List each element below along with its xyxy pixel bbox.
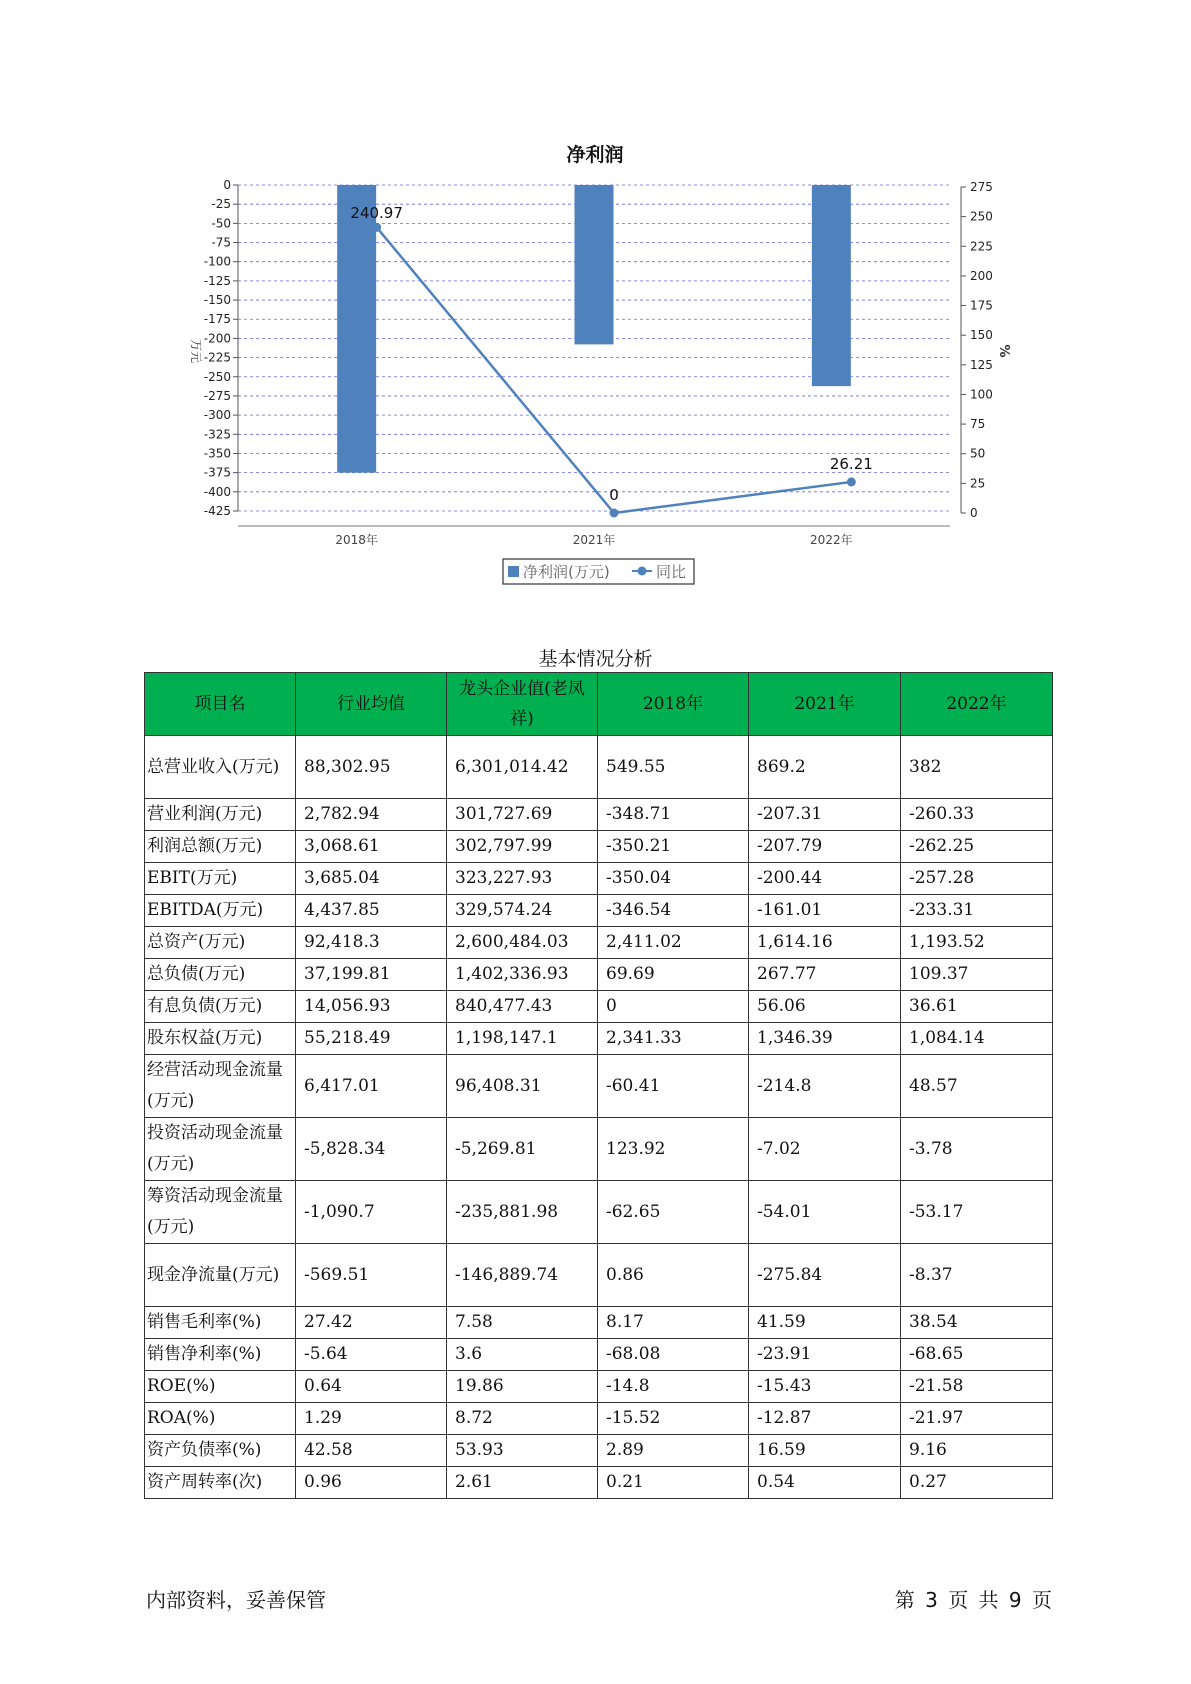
row-value: 36.61 bbox=[901, 991, 1053, 1023]
row-value: 42.58 bbox=[296, 1435, 447, 1467]
row-value: -5,828.34 bbox=[296, 1118, 447, 1181]
row-value: -350.04 bbox=[598, 863, 749, 895]
row-value: 2,411.02 bbox=[598, 927, 749, 959]
row-value: 302,797.99 bbox=[447, 831, 598, 863]
yoy-line bbox=[377, 227, 852, 513]
chart-title: 净利润 bbox=[566, 144, 624, 166]
y-right-tick-label: 0 bbox=[970, 506, 978, 520]
table-row bbox=[145, 1435, 1053, 1467]
table-row bbox=[145, 831, 1053, 863]
row-value: -257.28 bbox=[901, 863, 1053, 895]
row-label: 总资产(万元) bbox=[145, 927, 296, 959]
row-label: 筹资活动现金流量(万元) bbox=[145, 1181, 296, 1244]
row-label: 总负债(万元) bbox=[145, 959, 296, 991]
row-value: 869.2 bbox=[749, 736, 901, 799]
row-label: ROE(%) bbox=[145, 1371, 296, 1403]
table-row bbox=[145, 991, 1053, 1023]
bar bbox=[812, 185, 851, 386]
table-row bbox=[145, 927, 1053, 959]
row-value: -348.71 bbox=[598, 799, 749, 831]
yoy-data-label: 240.97 bbox=[350, 204, 403, 222]
row-value: 2,341.33 bbox=[598, 1023, 749, 1055]
row-value: -346.54 bbox=[598, 895, 749, 927]
y-left-tick-label: -400 bbox=[203, 484, 231, 499]
y-right-tick-label: 200 bbox=[970, 268, 993, 283]
x-tick-label: 2021年 bbox=[572, 533, 616, 547]
row-value: 9.16 bbox=[901, 1435, 1053, 1467]
row-value: 55,218.49 bbox=[296, 1023, 447, 1055]
y-right-tick-label: 75 bbox=[970, 417, 986, 432]
row-label: EBIT(万元) bbox=[145, 863, 296, 895]
bar bbox=[575, 185, 614, 344]
row-label: 销售毛利率(%) bbox=[145, 1307, 296, 1339]
row-label: EBITDA(万元) bbox=[145, 895, 296, 927]
row-value: 301,727.69 bbox=[447, 799, 598, 831]
row-value: -235,881.98 bbox=[447, 1181, 598, 1244]
row-value: -161.01 bbox=[749, 895, 901, 927]
table-header-row bbox=[145, 673, 1053, 736]
header-leader-value: 龙头企业值(老凤祥) bbox=[447, 673, 598, 736]
chart-legend bbox=[503, 559, 694, 584]
row-value: -233.31 bbox=[901, 895, 1053, 927]
y-right-tick-label: 25 bbox=[970, 476, 986, 491]
row-value: 53.93 bbox=[447, 1435, 598, 1467]
row-value: 549.55 bbox=[598, 736, 749, 799]
row-value: -275.84 bbox=[749, 1244, 901, 1307]
row-value: -68.08 bbox=[598, 1339, 749, 1371]
y-left-tick-label: -250 bbox=[203, 369, 231, 384]
y-right-tick-label: 125 bbox=[970, 357, 993, 372]
net-profit-chart bbox=[0, 0, 1191, 600]
row-value: 3,685.04 bbox=[296, 863, 447, 895]
row-label: 投资活动现金流量(万元) bbox=[145, 1118, 296, 1181]
row-value: -3.78 bbox=[901, 1118, 1053, 1181]
header-industry-avg: 行业均值 bbox=[296, 673, 447, 736]
row-value: 8.17 bbox=[598, 1307, 749, 1339]
x-tick-label: 2018年 bbox=[335, 533, 378, 547]
y-left-tick-label: -325 bbox=[203, 427, 231, 442]
row-value: 1,346.39 bbox=[749, 1023, 901, 1055]
row-value: 69.69 bbox=[598, 959, 749, 991]
row-value: 323,227.93 bbox=[447, 863, 598, 895]
y-left-tick-label: -175 bbox=[203, 312, 231, 327]
header-item-name: 项目名 bbox=[145, 673, 296, 736]
basic-analysis-table bbox=[144, 672, 1053, 1499]
row-label: 资产负债率(%) bbox=[145, 1435, 296, 1467]
legend-line-label: 同比 bbox=[656, 563, 687, 581]
row-value: 2.89 bbox=[598, 1435, 749, 1467]
row-value: -60.41 bbox=[598, 1055, 749, 1118]
row-value: 2,782.94 bbox=[296, 799, 447, 831]
row-value: 1,614.16 bbox=[749, 927, 901, 959]
legend-bar-swatch bbox=[508, 566, 519, 577]
row-value: -21.97 bbox=[901, 1403, 1053, 1435]
y-left-tick-label: -125 bbox=[203, 273, 231, 288]
table-row bbox=[145, 799, 1053, 831]
row-label: 有息负债(万元) bbox=[145, 991, 296, 1023]
chart-bars bbox=[337, 185, 851, 473]
row-value: 2,600,484.03 bbox=[447, 927, 598, 959]
row-value: 3,068.61 bbox=[296, 831, 447, 863]
y-right-label: % bbox=[996, 344, 1011, 358]
row-value: -53.17 bbox=[901, 1181, 1053, 1244]
row-value: 88,302.95 bbox=[296, 736, 447, 799]
y-left-tick-label: -50 bbox=[211, 216, 231, 231]
row-value: -260.33 bbox=[901, 799, 1053, 831]
row-value: -5.64 bbox=[296, 1339, 447, 1371]
y-left-tick-label: -75 bbox=[211, 235, 231, 250]
table-row bbox=[145, 959, 1053, 991]
row-value: 6,301,014.42 bbox=[447, 736, 598, 799]
row-value: -262.25 bbox=[901, 831, 1053, 863]
legend-bar-label: 净利润(万元) bbox=[523, 563, 610, 581]
row-label: 销售净利率(%) bbox=[145, 1339, 296, 1371]
row-value: 48.57 bbox=[901, 1055, 1053, 1118]
row-value: -8.37 bbox=[901, 1244, 1053, 1307]
row-value: -68.65 bbox=[901, 1339, 1053, 1371]
row-label: 总营业收入(万元) bbox=[145, 736, 296, 799]
row-value: 8.72 bbox=[447, 1403, 598, 1435]
row-value: -12.87 bbox=[749, 1403, 901, 1435]
row-value: 1,198,147.1 bbox=[447, 1023, 598, 1055]
yoy-point bbox=[372, 223, 381, 232]
row-value: 4,437.85 bbox=[296, 895, 447, 927]
row-value: 1,402,336.93 bbox=[447, 959, 598, 991]
row-value: 840,477.43 bbox=[447, 991, 598, 1023]
table-row bbox=[145, 1371, 1053, 1403]
row-value: -21.58 bbox=[901, 1371, 1053, 1403]
yoy-data-label: 0 bbox=[609, 486, 619, 504]
row-value: 27.42 bbox=[296, 1307, 447, 1339]
yoy-point bbox=[847, 477, 856, 486]
row-value: -62.65 bbox=[598, 1181, 749, 1244]
x-tick-label: 2022年 bbox=[810, 533, 853, 547]
y-left-tick-label: -300 bbox=[203, 408, 231, 423]
y-left-tick-label: -225 bbox=[203, 350, 231, 365]
yoy-data-label: 26.21 bbox=[829, 454, 873, 473]
y-right-tick-label: 50 bbox=[970, 446, 986, 461]
header-year-2018: 2018年 bbox=[598, 673, 749, 736]
row-value: 14,056.93 bbox=[296, 991, 447, 1023]
table-title: 基本情况分析 bbox=[538, 648, 653, 670]
row-value: 2.61 bbox=[447, 1467, 598, 1499]
row-value: -7.02 bbox=[749, 1118, 901, 1181]
row-value: -569.51 bbox=[296, 1244, 447, 1307]
table-row bbox=[145, 1339, 1053, 1371]
row-label: 现金净流量(万元) bbox=[145, 1244, 296, 1307]
row-label: 资产周转率(次) bbox=[145, 1467, 296, 1499]
row-value: 109.37 bbox=[901, 959, 1053, 991]
row-value: 3.6 bbox=[447, 1339, 598, 1371]
header-year-2022: 2022年 bbox=[901, 673, 1053, 736]
row-value: 92,418.3 bbox=[296, 927, 447, 959]
y-left-tick-label: -25 bbox=[211, 197, 231, 212]
row-value: -54.01 bbox=[749, 1181, 901, 1244]
row-value: -14.8 bbox=[598, 1371, 749, 1403]
y-right-tick-label: 225 bbox=[970, 239, 993, 254]
row-value: 41.59 bbox=[749, 1307, 901, 1339]
row-value: 1.29 bbox=[296, 1403, 447, 1435]
row-label: 股东权益(万元) bbox=[145, 1023, 296, 1055]
row-value: 0.96 bbox=[296, 1467, 447, 1499]
row-value: 0.27 bbox=[901, 1467, 1053, 1499]
row-value: -15.43 bbox=[749, 1371, 901, 1403]
y-left-tick-label: -375 bbox=[203, 465, 231, 480]
row-value: 1,193.52 bbox=[901, 927, 1053, 959]
y-left-tick-label: -425 bbox=[203, 504, 231, 518]
y-left-tick-label: -150 bbox=[203, 293, 231, 308]
table-row bbox=[145, 1023, 1053, 1055]
y-right-tick-label: 275 bbox=[970, 180, 993, 194]
row-value: 7.58 bbox=[447, 1307, 598, 1339]
footer-page-number: 第 3 页 共 9 页 bbox=[894, 1588, 1052, 1612]
yoy-point bbox=[610, 509, 619, 518]
row-label: 营业利润(万元) bbox=[145, 799, 296, 831]
table-row bbox=[145, 863, 1053, 895]
row-value: 96,408.31 bbox=[447, 1055, 598, 1118]
row-value: 123.92 bbox=[598, 1118, 749, 1181]
table-row bbox=[145, 1118, 1053, 1181]
row-value: 0.54 bbox=[749, 1467, 901, 1499]
row-value: -207.31 bbox=[749, 799, 901, 831]
row-value: 0.86 bbox=[598, 1244, 749, 1307]
row-value: 0 bbox=[598, 991, 749, 1023]
header-year-2021: 2021年 bbox=[749, 673, 901, 736]
row-value: -5,269.81 bbox=[447, 1118, 598, 1181]
y-right-tick-label: 150 bbox=[970, 328, 993, 343]
y-right-tick-label: 100 bbox=[970, 387, 993, 402]
y-left-tick-label: 0 bbox=[223, 178, 231, 192]
table-row bbox=[145, 1307, 1053, 1339]
y-left-tick-label: -200 bbox=[203, 331, 231, 346]
table-row bbox=[145, 1244, 1053, 1307]
y-left-label: 万元 bbox=[189, 338, 203, 364]
table-row bbox=[145, 1181, 1053, 1244]
row-value: -1,090.7 bbox=[296, 1181, 447, 1244]
row-value: -15.52 bbox=[598, 1403, 749, 1435]
table-row bbox=[145, 736, 1053, 799]
row-value: -207.79 bbox=[749, 831, 901, 863]
row-value: -23.91 bbox=[749, 1339, 901, 1371]
row-value: -200.44 bbox=[749, 863, 901, 895]
table-row bbox=[145, 1467, 1053, 1499]
y-right-tick-label: 250 bbox=[970, 209, 993, 224]
y-left-tick-label: -275 bbox=[203, 388, 231, 403]
table-row bbox=[145, 1055, 1053, 1118]
row-value: 37,199.81 bbox=[296, 959, 447, 991]
y-left-tick-label: -100 bbox=[203, 254, 231, 269]
row-value: 329,574.24 bbox=[447, 895, 598, 927]
row-value: 267.77 bbox=[749, 959, 901, 991]
row-value: -214.8 bbox=[749, 1055, 901, 1118]
row-value: 16.59 bbox=[749, 1435, 901, 1467]
row-value: -146,889.74 bbox=[447, 1244, 598, 1307]
row-value: 382 bbox=[901, 736, 1053, 799]
legend-line-swatch bbox=[638, 567, 647, 576]
row-value: 1,084.14 bbox=[901, 1023, 1053, 1055]
y-right-tick-label: 175 bbox=[970, 298, 993, 313]
row-value: 19.86 bbox=[447, 1371, 598, 1403]
row-value: 0.21 bbox=[598, 1467, 749, 1499]
row-value: 6,417.01 bbox=[296, 1055, 447, 1118]
footer-confidential: 内部资料，妥善保管 bbox=[146, 1588, 326, 1612]
table-row bbox=[145, 895, 1053, 927]
row-label: ROA(%) bbox=[145, 1403, 296, 1435]
row-value: 56.06 bbox=[749, 991, 901, 1023]
table-row bbox=[145, 1403, 1053, 1435]
row-label: 经营活动现金流量(万元) bbox=[145, 1055, 296, 1118]
row-value: 38.54 bbox=[901, 1307, 1053, 1339]
y-left-tick-label: -350 bbox=[203, 446, 231, 461]
row-value: 0.64 bbox=[296, 1371, 447, 1403]
row-value: -350.21 bbox=[598, 831, 749, 863]
bar bbox=[337, 185, 376, 473]
row-label: 利润总额(万元) bbox=[145, 831, 296, 863]
